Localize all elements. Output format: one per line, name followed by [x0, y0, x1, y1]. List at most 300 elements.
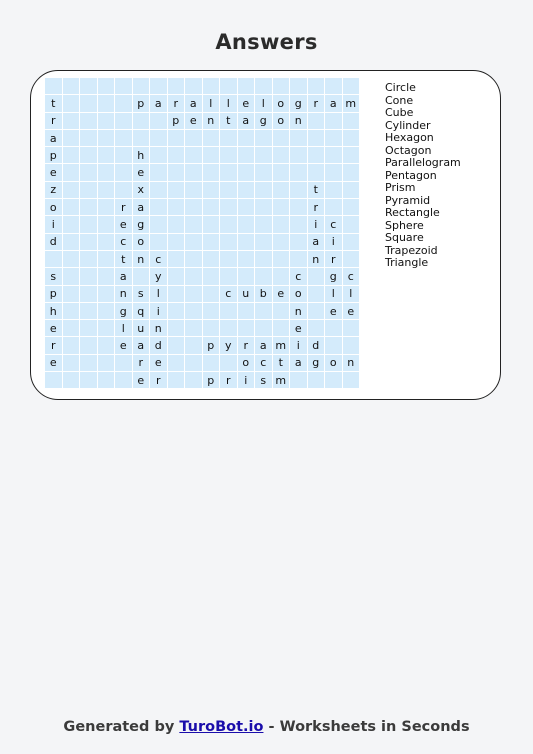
- grid-cell: a: [255, 337, 272, 353]
- grid-cell: [343, 199, 360, 215]
- grid-cell: n: [133, 251, 150, 267]
- word-list-item: Cone: [385, 93, 414, 107]
- word-list: [385, 82, 461, 270]
- grid-cell: [308, 303, 325, 319]
- grid-cell: [220, 355, 237, 371]
- turobot-link[interactable]: TuroBot.io: [179, 719, 264, 735]
- footer-prefix: Generated by: [63, 719, 175, 735]
- grid-cell: [325, 130, 342, 146]
- grid-cell: c: [255, 355, 272, 371]
- grid-cell: [220, 251, 237, 267]
- grid-cell: [115, 372, 132, 388]
- grid-cell: [220, 216, 237, 232]
- grid-cell: [220, 303, 237, 319]
- grid-cell: [273, 199, 290, 215]
- grid-cell: r: [308, 199, 325, 215]
- word-list-item: Cube: [385, 106, 414, 119]
- grid-cell: d: [308, 337, 325, 353]
- grid-cell: [220, 130, 237, 146]
- grid-cell: [325, 147, 342, 163]
- grid-cell: o: [45, 199, 62, 215]
- grid-cell: c: [325, 216, 342, 232]
- grid-cell: r: [115, 199, 132, 215]
- grid-cell: [343, 320, 360, 336]
- grid-cell: p: [133, 95, 150, 111]
- grid-cell: [220, 147, 237, 163]
- grid-cell: [273, 216, 290, 232]
- word-list-item: Circle: [385, 81, 416, 94]
- grid-cell: [238, 320, 255, 336]
- grid-cell: n: [343, 355, 360, 371]
- grid-cell: [203, 216, 220, 232]
- grid-cell: [168, 337, 185, 353]
- grid-cell: [325, 337, 342, 353]
- grid-cell: [343, 216, 360, 232]
- grid-cell: [133, 268, 150, 284]
- word-list-item: Square: [385, 231, 424, 244]
- grid-cell: [115, 164, 132, 180]
- grid-cell: [63, 286, 80, 302]
- grid-cell: [308, 164, 325, 180]
- grid-cell: [238, 234, 255, 250]
- grid-cell: [325, 182, 342, 198]
- grid-cell: [273, 234, 290, 250]
- grid-cell: [80, 78, 97, 94]
- word-list-item: Sphere: [385, 218, 424, 232]
- grid-cell: n: [290, 113, 307, 129]
- grid-cell: [80, 95, 97, 111]
- grid-cell: o: [133, 234, 150, 250]
- grid-cell: i: [150, 303, 167, 319]
- grid-cell: [168, 355, 185, 371]
- grid-cell: d: [45, 234, 62, 250]
- grid-cell: a: [325, 95, 342, 111]
- grid-cell: o: [290, 286, 307, 302]
- grid-cell: [255, 216, 272, 232]
- grid-cell: r: [133, 355, 150, 371]
- grid-cell: [343, 337, 360, 353]
- grid-cell: [203, 251, 220, 267]
- grid-cell: [115, 130, 132, 146]
- grid-cell: a: [150, 95, 167, 111]
- grid-cell: [63, 268, 80, 284]
- grid-cell: n: [290, 303, 307, 319]
- grid-cell: [203, 147, 220, 163]
- grid-cell: p: [45, 286, 62, 302]
- grid-cell: [273, 182, 290, 198]
- grid-cell: [343, 164, 360, 180]
- grid-cell: [185, 216, 202, 232]
- page-title: Answers: [215, 30, 318, 54]
- grid-cell: [290, 251, 307, 267]
- grid-cell: r: [45, 113, 62, 129]
- grid-cell: [63, 234, 80, 250]
- grid-cell: c: [115, 234, 132, 250]
- grid-cell: y: [220, 337, 237, 353]
- grid-cell: [203, 303, 220, 319]
- grid-cell: l: [255, 95, 272, 111]
- grid-cell: c: [290, 268, 307, 284]
- grid-cell: g: [290, 95, 307, 111]
- grid-cell: m: [273, 337, 290, 353]
- grid-cell: [150, 130, 167, 146]
- grid-cell: [343, 130, 360, 146]
- grid-cell: [150, 78, 167, 94]
- grid-cell: [115, 182, 132, 198]
- grid-cell: y: [150, 268, 167, 284]
- grid-cell: l: [220, 95, 237, 111]
- grid-cell: [98, 372, 115, 388]
- grid-cell: [168, 234, 185, 250]
- grid-cell: [203, 182, 220, 198]
- grid-cell: i: [325, 234, 342, 250]
- grid-cell: i: [290, 337, 307, 353]
- grid-cell: [98, 286, 115, 302]
- grid-cell: [185, 251, 202, 267]
- word-list-item: Pentagon: [385, 168, 437, 182]
- grid-cell: [308, 286, 325, 302]
- grid-cell: [185, 286, 202, 302]
- grid-cell: e: [45, 355, 62, 371]
- grid-cell: p: [45, 147, 62, 163]
- grid-cell: [255, 234, 272, 250]
- grid-cell: [273, 251, 290, 267]
- grid-cell: l: [203, 95, 220, 111]
- grid-cell: [63, 199, 80, 215]
- grid-cell: l: [343, 286, 360, 302]
- grid-cell: [98, 303, 115, 319]
- grid-cell: [133, 113, 150, 129]
- grid-cell: [325, 320, 342, 336]
- grid-cell: [98, 268, 115, 284]
- grid-cell: [220, 78, 237, 94]
- grid-cell: u: [133, 320, 150, 336]
- grid-cell: g: [115, 303, 132, 319]
- grid-cell: a: [115, 268, 132, 284]
- grid-cell: [273, 268, 290, 284]
- grid-cell: e: [115, 337, 132, 353]
- grid-cell: [308, 147, 325, 163]
- grid-cell: [203, 199, 220, 215]
- grid-cell: [343, 113, 360, 129]
- word-list-item: Pyramid: [385, 193, 431, 207]
- grid-cell: t: [115, 251, 132, 267]
- grid-cell: [343, 234, 360, 250]
- grid-cell: [255, 303, 272, 319]
- grid-cell: [203, 130, 220, 146]
- grid-cell: r: [220, 372, 237, 388]
- grid-cell: [168, 286, 185, 302]
- grid-cell: s: [255, 372, 272, 388]
- word-list-item: Trapezoid: [385, 243, 438, 257]
- grid-cell: [255, 130, 272, 146]
- grid-cell: [98, 216, 115, 232]
- grid-cell: [168, 130, 185, 146]
- grid-cell: r: [308, 95, 325, 111]
- grid-cell: [273, 164, 290, 180]
- grid-cell: h: [133, 147, 150, 163]
- grid-cell: [185, 130, 202, 146]
- grid-cell: [238, 130, 255, 146]
- grid-cell: [80, 372, 97, 388]
- grid-cell: [185, 164, 202, 180]
- grid-cell: e: [185, 113, 202, 129]
- grid-cell: [98, 78, 115, 94]
- grid-cell: c: [343, 268, 360, 284]
- grid-cell: [185, 320, 202, 336]
- grid-cell: [80, 199, 97, 215]
- grid-cell: e: [273, 286, 290, 302]
- grid-cell: [220, 320, 237, 336]
- grid-cell: e: [325, 303, 342, 319]
- grid-cell: [98, 234, 115, 250]
- grid-cell: [63, 355, 80, 371]
- grid-cell: [255, 320, 272, 336]
- word-list-item: Cylinder: [385, 118, 431, 132]
- grid-cell: [63, 216, 80, 232]
- grid-cell: [80, 182, 97, 198]
- grid-cell: g: [325, 268, 342, 284]
- grid-cell: [80, 268, 97, 284]
- grid-cell: e: [343, 303, 360, 319]
- word-search-grid: [45, 78, 359, 388]
- grid-cell: [185, 372, 202, 388]
- grid-cell: [115, 78, 132, 94]
- grid-cell: [238, 268, 255, 284]
- grid-cell: [115, 147, 132, 163]
- grid-cell: c: [220, 286, 237, 302]
- grid-cell: e: [45, 164, 62, 180]
- footer-suffix: - Worksheets in Seconds: [268, 719, 470, 735]
- grid-cell: [98, 130, 115, 146]
- grid-cell: e: [238, 95, 255, 111]
- grid-cell: [63, 147, 80, 163]
- grid-cell: [255, 251, 272, 267]
- grid-cell: a: [133, 199, 150, 215]
- grid-cell: [325, 372, 342, 388]
- grid-cell: [185, 147, 202, 163]
- grid-cell: [238, 164, 255, 180]
- grid-cell: l: [325, 286, 342, 302]
- grid-cell: [98, 355, 115, 371]
- grid-cell: [308, 130, 325, 146]
- grid-cell: [115, 355, 132, 371]
- grid-cell: [185, 234, 202, 250]
- grid-cell: [273, 130, 290, 146]
- grid-cell: a: [133, 337, 150, 353]
- grid-cell: i: [238, 372, 255, 388]
- grid-cell: t: [45, 95, 62, 111]
- grid-cell: [220, 164, 237, 180]
- grid-cell: [150, 164, 167, 180]
- grid-cell: [185, 78, 202, 94]
- grid-cell: x: [133, 182, 150, 198]
- grid-cell: [80, 130, 97, 146]
- grid-cell: [185, 355, 202, 371]
- grid-cell: [308, 320, 325, 336]
- grid-cell: o: [273, 95, 290, 111]
- grid-cell: e: [133, 164, 150, 180]
- grid-cell: [63, 130, 80, 146]
- grid-cell: [98, 182, 115, 198]
- grid-cell: [80, 286, 97, 302]
- grid-cell: [273, 320, 290, 336]
- grid-cell: t: [308, 182, 325, 198]
- grid-cell: [290, 216, 307, 232]
- grid-cell: [290, 164, 307, 180]
- grid-cell: n: [115, 286, 132, 302]
- grid-cell: [255, 268, 272, 284]
- grid-cell: [290, 182, 307, 198]
- grid-cell: [80, 147, 97, 163]
- grid-cell: p: [168, 113, 185, 129]
- grid-cell: [220, 199, 237, 215]
- grid-cell: [343, 182, 360, 198]
- grid-cell: [255, 182, 272, 198]
- grid-cell: [150, 216, 167, 232]
- grid-cell: [185, 182, 202, 198]
- grid-cell: l: [150, 286, 167, 302]
- grid-cell: [63, 95, 80, 111]
- grid-cell: q: [133, 303, 150, 319]
- grid-cell: [290, 130, 307, 146]
- grid-cell: [98, 337, 115, 353]
- grid-cell: [63, 337, 80, 353]
- grid-cell: [168, 303, 185, 319]
- grid-cell: r: [150, 372, 167, 388]
- grid-cell: o: [325, 355, 342, 371]
- grid-cell: r: [45, 337, 62, 353]
- grid-cell: [98, 147, 115, 163]
- grid-cell: [80, 303, 97, 319]
- grid-cell: u: [238, 286, 255, 302]
- grid-cell: [343, 251, 360, 267]
- grid-cell: [63, 113, 80, 129]
- grid-cell: i: [308, 216, 325, 232]
- grid-cell: m: [273, 372, 290, 388]
- grid-cell: [45, 251, 62, 267]
- grid-cell: [98, 113, 115, 129]
- grid-cell: [45, 78, 62, 94]
- grid-cell: [203, 234, 220, 250]
- grid-cell: [63, 182, 80, 198]
- grid-cell: [80, 113, 97, 129]
- grid-cell: [290, 372, 307, 388]
- grid-cell: [238, 251, 255, 267]
- grid-cell: [168, 268, 185, 284]
- grid-cell: g: [133, 216, 150, 232]
- grid-cell: a: [45, 130, 62, 146]
- grid-cell: l: [115, 320, 132, 336]
- grid-cell: [168, 216, 185, 232]
- grid-cell: [63, 372, 80, 388]
- grid-cell: [325, 78, 342, 94]
- grid-cell: [133, 130, 150, 146]
- grid-cell: [80, 320, 97, 336]
- grid-cell: [63, 251, 80, 267]
- grid-cell: [150, 234, 167, 250]
- grid-cell: [203, 164, 220, 180]
- grid-cell: [290, 78, 307, 94]
- grid-cell: [203, 286, 220, 302]
- grid-cell: [290, 147, 307, 163]
- grid-cell: [150, 199, 167, 215]
- grid-cell: r: [168, 95, 185, 111]
- word-list-item: Parallelogram: [385, 156, 461, 169]
- grid-cell: [290, 234, 307, 250]
- grid-cell: t: [220, 113, 237, 129]
- grid-cell: [63, 78, 80, 94]
- grid-cell: [203, 320, 220, 336]
- grid-cell: t: [273, 355, 290, 371]
- grid-cell: [255, 147, 272, 163]
- word-list-item: Octagon: [385, 143, 432, 157]
- grid-cell: [308, 78, 325, 94]
- grid-cell: [98, 164, 115, 180]
- grid-cell: a: [185, 95, 202, 111]
- grid-cell: [290, 199, 307, 215]
- grid-cell: [168, 147, 185, 163]
- grid-cell: [255, 78, 272, 94]
- grid-cell: n: [308, 251, 325, 267]
- grid-cell: [343, 147, 360, 163]
- word-list-item: Triangle: [385, 256, 429, 269]
- grid-cell: [98, 95, 115, 111]
- grid-cell: [238, 147, 255, 163]
- grid-cell: [80, 164, 97, 180]
- grid-cell: r: [325, 251, 342, 267]
- grid-cell: [150, 113, 167, 129]
- grid-cell: [308, 372, 325, 388]
- grid-cell: o: [238, 355, 255, 371]
- grid-cell: [185, 268, 202, 284]
- grid-cell: [220, 234, 237, 250]
- grid-cell: [185, 303, 202, 319]
- grid-cell: e: [133, 372, 150, 388]
- grid-cell: [150, 182, 167, 198]
- grid-cell: [203, 268, 220, 284]
- grid-cell: [325, 113, 342, 129]
- grid-cell: [80, 337, 97, 353]
- grid-cell: a: [308, 234, 325, 250]
- grid-cell: [168, 372, 185, 388]
- grid-cell: [63, 303, 80, 319]
- footer: [0, 719, 533, 735]
- grid-cell: [238, 303, 255, 319]
- grid-cell: [168, 164, 185, 180]
- grid-cell: [308, 268, 325, 284]
- grid-cell: [220, 268, 237, 284]
- grid-cell: s: [133, 286, 150, 302]
- grid-cell: [98, 320, 115, 336]
- grid-cell: [325, 199, 342, 215]
- word-list-item: Prism: [385, 181, 416, 194]
- grid-cell: [273, 147, 290, 163]
- grid-cell: [273, 303, 290, 319]
- word-list-item: Hexagon: [385, 131, 434, 144]
- grid-cell: p: [203, 337, 220, 353]
- grid-cell: [168, 320, 185, 336]
- grid-cell: [185, 337, 202, 353]
- grid-cell: i: [45, 216, 62, 232]
- grid-cell: [203, 78, 220, 94]
- grid-cell: g: [308, 355, 325, 371]
- grid-cell: s: [45, 268, 62, 284]
- grid-cell: [98, 199, 115, 215]
- grid-cell: [150, 147, 167, 163]
- grid-cell: [273, 78, 290, 94]
- grid-cell: [168, 199, 185, 215]
